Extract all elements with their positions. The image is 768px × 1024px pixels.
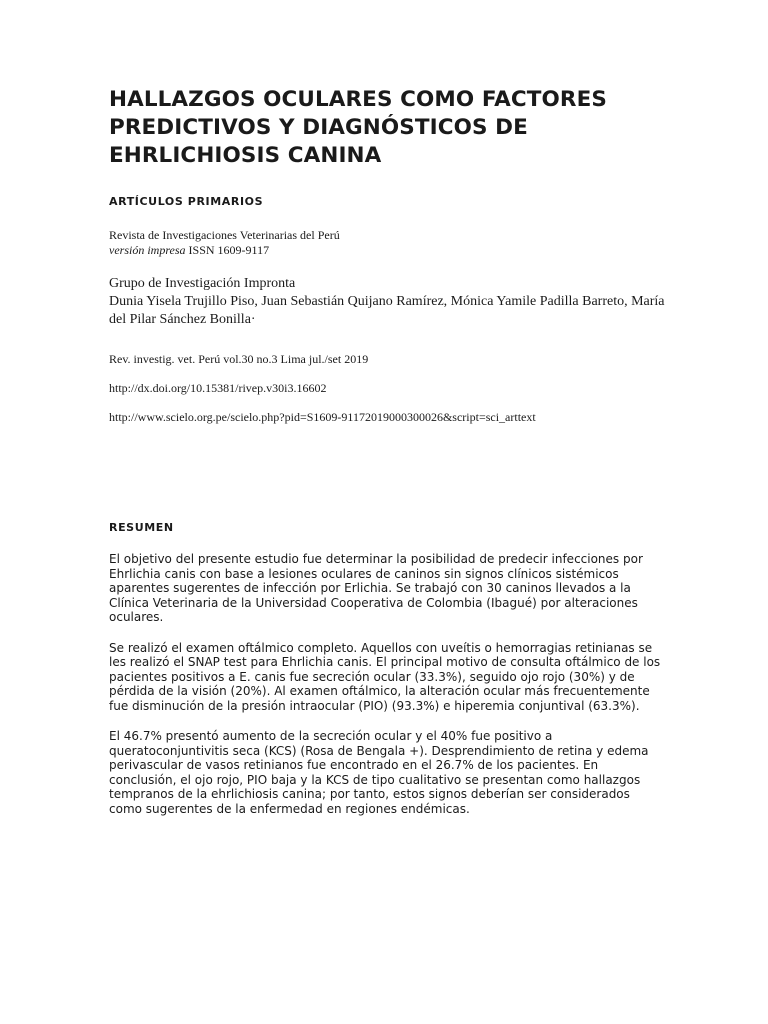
source-url[interactable]: http://www.scielo.org.pe/scielo.php?pid=S1609-91172019000300026&script=sci_arttext xyxy=(109,410,536,424)
author-list xyxy=(109,293,669,329)
journal-name: Revista de Investigaciones Veterinarias del Perú xyxy=(109,228,340,242)
journal-edition xyxy=(109,243,669,258)
author-block xyxy=(109,275,669,329)
section-label: ARTÍCULOS PRIMARIOS xyxy=(109,195,264,208)
abstract-paragraph: Se realizó el examen oftálmico completo. Aquellos con uveítis o hemorragias retinianas se les realizó el SNAP test para Ehrlichia canis. El principal motivo de consulta oftálmico de los pacientes positivos a E. canis fue secreción ocular (33.3%), seguido ojo rojo (30%) y de pérdida de la visión (20%). Al examen oftálmico, la alteración ocular más frecuentemente fue disminución de la presión intraocular (PIO) (93.3%) e hiperemia conjuntival (63.3%). xyxy=(109,640,661,713)
journal-info xyxy=(109,228,669,258)
abstract-heading: RESUMEN xyxy=(109,521,174,534)
article-title: HALLAZGOS OCULARES COMO FACTORES PREDICTIVOS Y DIAGNÓSTICOS DE EHRLICHIOSIS CANINA xyxy=(109,87,607,168)
journal-issn: ISSN 1609-9117 xyxy=(185,243,270,257)
author-mark: · xyxy=(250,312,256,327)
document-page xyxy=(109,86,669,816)
author-names: Dunia Yisela Trujillo Piso, Juan Sebastián Quijano Ramírez, Mónica Yamile Padilla Barreto, María del Pilar Sánchez Bonilla xyxy=(109,294,665,327)
citation: Rev. investig. vet. Perú vol.30 no.3 Lima jul./set 2019 xyxy=(109,352,369,366)
abstract-paragraph: El 46.7% presentó aumento de la secreción ocular y el 40% fue positivo a queratoconjuntivitis seca (KCS) (Rosa de Bengala +). Desprendimiento de retina y edema perivascular de vasos retinianos fue encontrado en el 26.7% de los pacientes. En conclusión, el ojo rojo, PIO baja y la KCS de tipo cualitativo se presentan como hallazgos tempranos de la ehrlichiosis canina; por tanto, estos signos deberían ser considerados como sugerentes de la enfermedad en regiones endémicas. xyxy=(109,729,649,816)
research-group: Grupo de Investigación Impronta xyxy=(109,276,296,291)
doi-link[interactable]: http://dx.doi.org/10.15381/rivep.v30i3.16602 xyxy=(109,381,327,395)
journal-version: versión impresa xyxy=(109,243,186,257)
abstract-paragraph: El objetivo del presente estudio fue determinar la posibilidad de predecir infecciones por Ehrlichia canis con base a lesiones oculares de caninos sin signos clínicos sistémicos aparentes sugerentes de infección por Erlichia. Se trabajó con 30 caninos llevados a la Clínica Veterinaria de la Universidad Cooperativa de Colombia (Ibagué) por alteraciones oculares. xyxy=(109,552,643,624)
